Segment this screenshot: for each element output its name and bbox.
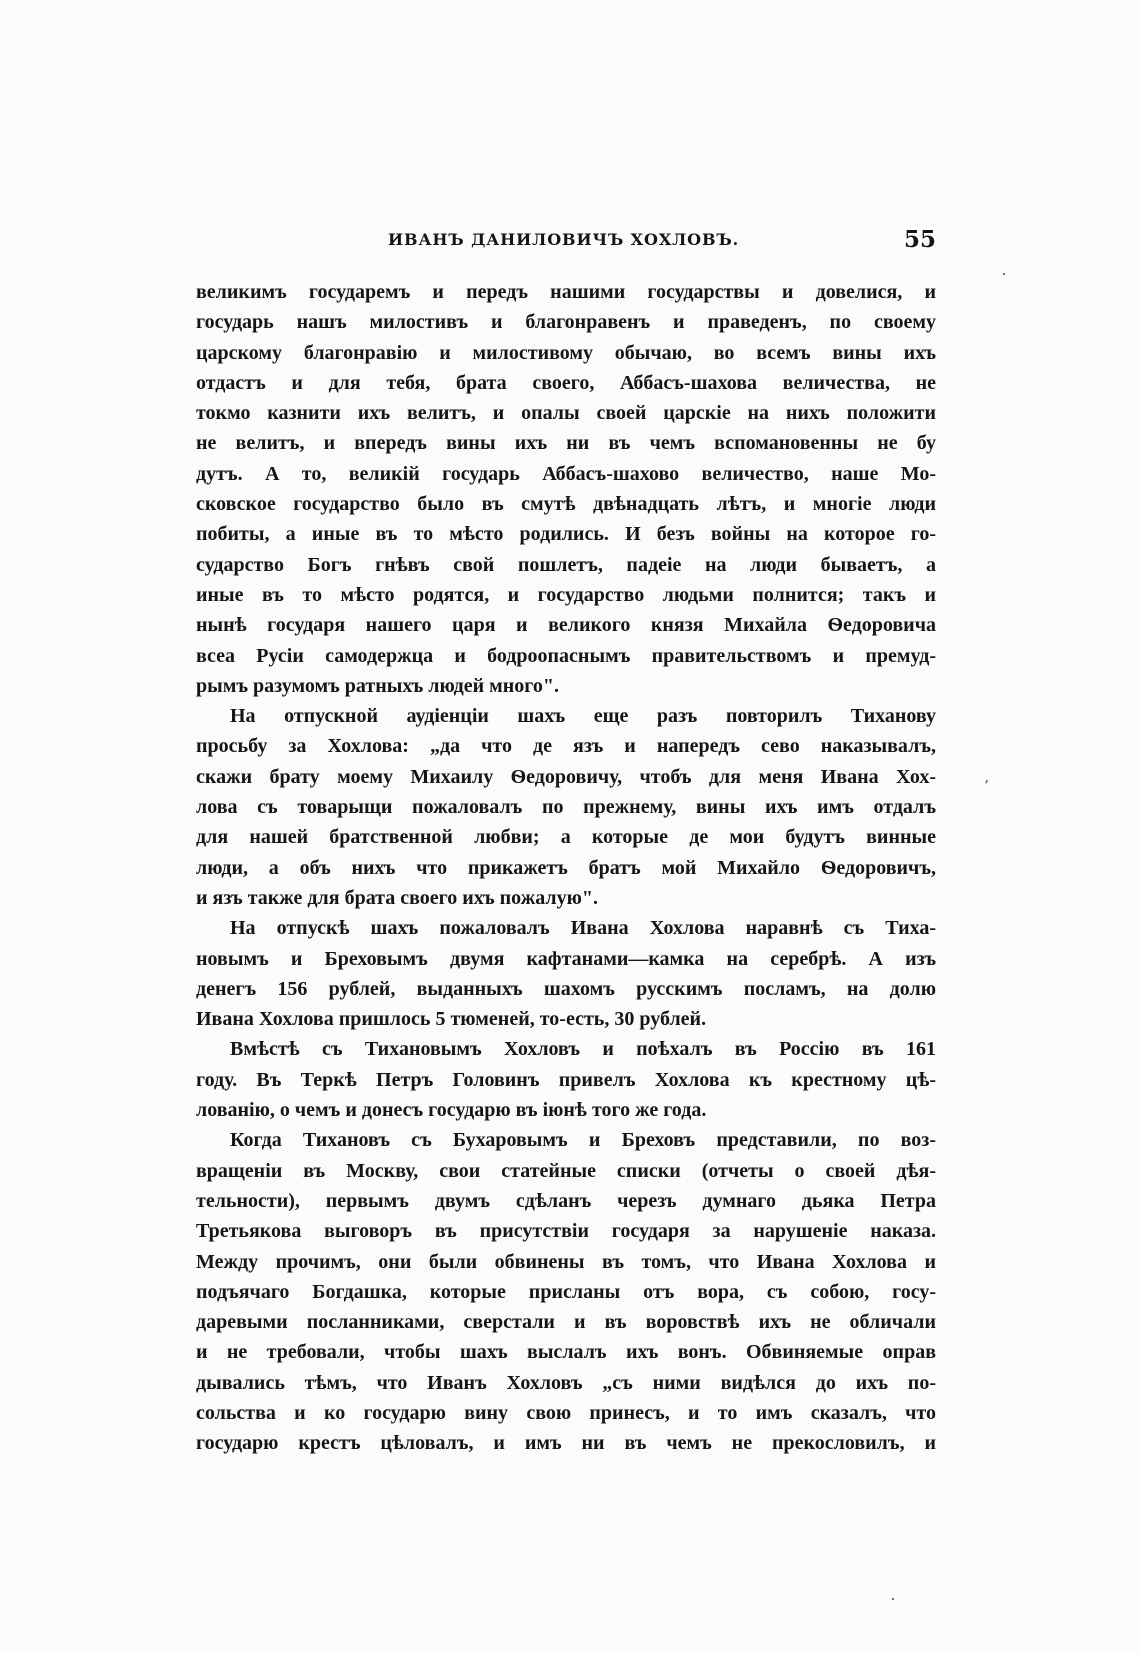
paragraph-first-line: Когда Тихановъ съ Бухаровымъ и Бреховъ представили, по воз-: [230, 1129, 936, 1152]
paragraph-first-line: На отпускѣ шахъ пожаловалъ Ивана Хохлова наравнѣ съ Тиха-: [230, 917, 936, 940]
text-line: дывались тѣмъ, что Иванъ Хохловъ „съ ними видѣлся до ихъ по-: [196, 1371, 936, 1394]
text-line: сольства и ко государю вину свою принесъ, и то имъ сказалъ, что: [196, 1401, 936, 1424]
text-line: дутъ. А то, великій государь Аббасъ-шахово величество, наше Мо-: [196, 462, 936, 485]
text-line: нынѣ государя нашего царя и великого князя Михайла Ѳедоровича: [196, 614, 936, 637]
paragraph-first-line: На отпускной аудіенціи шахъ еще разъ повторилъ Тиханову: [230, 705, 936, 728]
text-line: государь нашъ милостивъ и благонравенъ и праведенъ, по своему: [196, 311, 936, 334]
text-line: иные въ то мѣсто родятся, и государство людьми полнится; такъ и: [196, 583, 936, 606]
text-line: сковское государство было въ смутѣ двѣнадцать лѣтъ, и многіе люди: [196, 493, 936, 516]
text-line: просьбу за Хохлова: „да что де язъ и напередъ сево наказывалъ,: [196, 735, 936, 758]
text-line: Между прочимъ, они были обвинены въ томъ, что Ивана Хохлова и: [196, 1250, 936, 1273]
text-line: царскому благонравію и милостивому обычаю, во всемъ вины ихъ: [196, 341, 936, 364]
text-line: лованію, о чемъ и донесъ государю въ іюнѣ того же года.: [196, 1099, 707, 1122]
text-line: и язъ также для брата своего ихъ пожалую".: [196, 886, 598, 909]
paragraph-first-line: Вмѣстѣ съ Тихановымъ Хохловъ и поѣхалъ въ Россію въ 161: [230, 1038, 936, 1061]
text-line: рымъ разумомъ ратныхъ людей много".: [196, 674, 559, 697]
text-line: Ивана Хохлова пришлось 5 тюменей, то-есть, 30 рублей.: [196, 1008, 707, 1031]
text-line: для нашей братственной любви; а которые де мои будутъ винные: [196, 826, 936, 849]
text-line: отдастъ и для тебя, брата своего, Аббасъ-шахова величества, не: [196, 371, 936, 394]
page-header: [196, 226, 936, 260]
text-line: сударство Богъ гнѣвъ свой пошлетъ, падеіе на люди бываетъ, а: [196, 553, 936, 576]
running-title: ИВАНЪ ДАНИЛОВИЧЪ ХОХЛОВЪ.: [388, 230, 740, 249]
text-line: денегъ 156 рублей, выданныхъ шахомъ русскимъ посламъ, на долю: [196, 977, 936, 1000]
text-line: Третьякова выговоръ въ присутствіи государя за нарушеніе наказа.: [196, 1220, 936, 1243]
text-line: скажи брату моему Михаилу Ѳедоровичу, чтобъ для меня Ивана Хох-: [196, 765, 936, 788]
text-line: лова съ товарыщи пожаловалъ по прежнему, вины ихъ имъ отдалъ: [196, 796, 936, 819]
text-line: и не требовали, чтобы шахъ выслалъ ихъ вонъ. Обвиняемые оправ: [196, 1341, 936, 1364]
text-line: люди, а объ нихъ что прикажетъ братъ мой Михайло Ѳедоровичъ,: [196, 856, 936, 879]
text-line: токмо казнити ихъ велитъ, и опалы своей царскіе на нихъ положити: [196, 402, 936, 425]
scan-speck: ,: [985, 772, 989, 785]
text-line: не велитъ, и впередъ вины ихъ ни въ чемъ вспомановенны не бу: [196, 432, 936, 455]
text-line: подъячаго Богдашка, которые присланы отъ вора, съ собою, госу-: [196, 1280, 936, 1303]
page-number: 55: [903, 226, 936, 253]
text-line: вращеніи въ Москву, свои статейные списки (отчеты о своей дѣя-: [196, 1159, 936, 1182]
scan-speck: ·: [1002, 268, 1006, 281]
scan-speck: ·: [891, 1593, 895, 1606]
text-line: всеа Русіи самодержца и бодроопаснымъ правительствомъ и премуд-: [196, 644, 936, 667]
text-line: даревыми посланниками, сверстали и въ воровствѣ ихъ не обличали: [196, 1311, 936, 1334]
text-line: тельности), первымъ двумъ сдѣланъ черезъ думнаго дьяка Петра: [196, 1189, 936, 1212]
text-line: государю крестъ цѣловалъ, и имъ ни въ чемъ не прекословилъ, и: [196, 1432, 936, 1455]
text-line: новымъ и Бреховымъ двумя кафтанами—камка на серебрѣ. А изъ: [196, 947, 936, 970]
text-line: великимъ государемъ и передъ нашими государствы и довелися, и: [196, 281, 936, 303]
text-line: году. Въ Теркѣ Петръ Головинъ привелъ Хохлова къ крестному цѣ-: [196, 1068, 936, 1091]
body-text: [196, 277, 936, 1459]
text-line: побиты, а иные въ то мѣсто родились. И безъ войны на которое го-: [196, 523, 936, 546]
